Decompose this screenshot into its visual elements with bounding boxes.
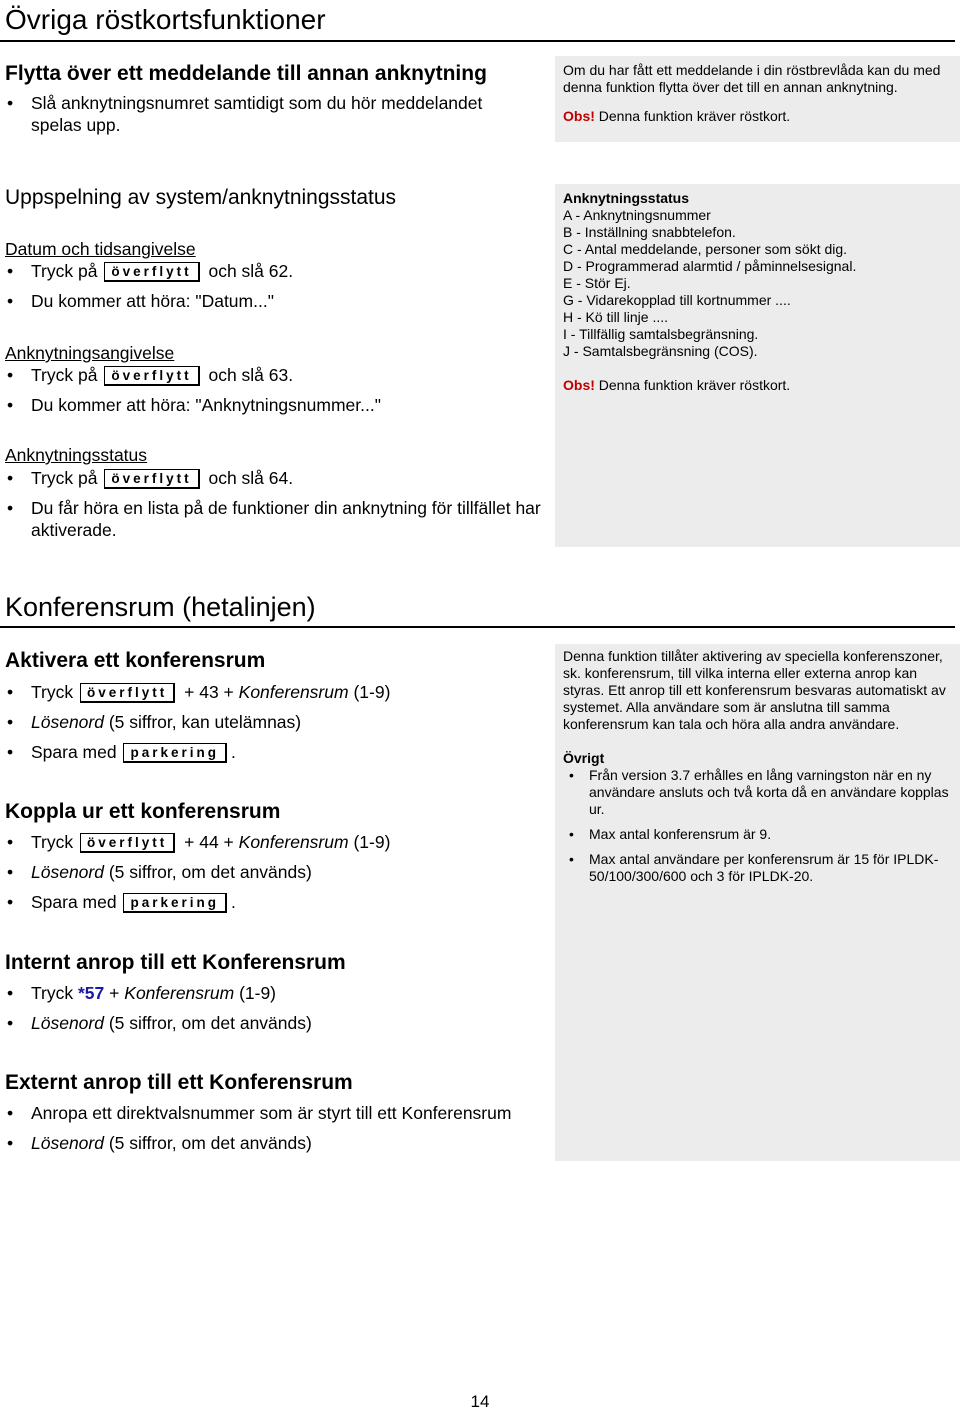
obs-text: Denna funktion kräver röstkort. (594, 108, 791, 124)
overflytt-key: överflytt (104, 262, 199, 282)
side-line: H - Kö till linje .... (563, 309, 669, 325)
obs-text: Denna funktion kräver röstkort. (594, 377, 791, 393)
ovrigt-list (563, 767, 952, 885)
list-item: • Max antal konferensrum är 9. (563, 826, 952, 843)
ovrigt-heading: Övrigt (563, 750, 605, 766)
list-item: • Max antal användare per konferensrum är 15 för IPLDK-50/100/300/600 och 3 för IPLDK-20. (563, 851, 952, 885)
side-line: G - Vidarekopplad till kortnummer .... (563, 292, 791, 308)
obs-label: Obs! (563, 377, 595, 393)
side-line: D - Programmerad alarmtid / påminnelsesignal. (563, 258, 857, 274)
flytta-side-box (555, 56, 960, 142)
list-item: • Lösenord (5 siffror, kan utelämnas) (5, 711, 545, 733)
list-item: • Du kommer att höra: "Datum..." (5, 290, 535, 312)
status-side-box (555, 184, 960, 547)
konferens-rule (0, 626, 955, 628)
list-item: • Anropa ett direktvalsnummer som är styrt till ett Konferensrum (5, 1102, 553, 1124)
code-57: *57 (78, 983, 105, 1003)
uppspelning-title: Uppspelning av system/anknytningsstatus (5, 186, 397, 209)
datum-list (5, 260, 535, 312)
list-item: • Du kommer att höra: "Anknytningsnummer..." (5, 394, 535, 416)
obs-label: Obs! (563, 108, 595, 124)
list-item: • Tryck *57 + Konferensrum (1-9) (5, 982, 545, 1004)
aktivera-list (5, 681, 545, 763)
side-line: E - Stör Ej. (563, 275, 631, 291)
status-subtitle: Anknytningsstatus (5, 445, 148, 465)
side-line: A - Anknytningsnummer (563, 207, 711, 223)
list-item: • Lösenord (5 siffror, om det används) (5, 1132, 553, 1154)
list-item: • Tryck på överflytt och slå 63. (5, 364, 535, 386)
page-title: Övriga röstkortsfunktioner (5, 4, 326, 35)
datum-subtitle: Datum och tidsangivelse (5, 239, 196, 259)
aktivera-title: Aktivera ett konferensrum (5, 649, 266, 672)
internt-list (5, 982, 545, 1034)
list-item: • Tryck på överflytt och slå 64. (5, 467, 550, 489)
konferens-side-box (555, 644, 960, 1161)
side-heading: Anknytningsstatus (563, 190, 690, 206)
ankn-list (5, 364, 535, 416)
list-item: • Tryck överflytt + 44 + Konferensrum (1-9) (5, 831, 545, 853)
flytta-title: Flytta över ett meddelande till annan anknytning (5, 62, 487, 85)
title-rule (0, 40, 955, 42)
parkering-key: parkering (123, 893, 227, 913)
ankn-subtitle: Anknytningsangivelse (5, 343, 175, 363)
list-item: • Spara med parkering . (5, 741, 545, 763)
konferens-title: Konferensrum (hetalinjen) (5, 592, 316, 622)
overflytt-key: överflytt (80, 683, 175, 703)
status-list (5, 467, 550, 541)
list-item: • Lösenord (5 siffror, om det används) (5, 1012, 545, 1034)
list-item: • Slå anknytningsnumret samtidigt som du hör meddelandet spelas upp. (5, 92, 535, 136)
externt-title: Externt anrop till ett Konferensrum (5, 1071, 353, 1094)
externt-list (5, 1102, 553, 1154)
overflytt-key: överflytt (104, 366, 199, 386)
list-item: • Lösenord (5 siffror, om det används) (5, 861, 545, 883)
side-intro: Denna funktion tillåter aktivering av speciella konferenszoner, sk. konferensrum, till vilka interna eller externa anrop kan styras. Ett anrop till ett konferensrum besvaras automatiskt av systemet. Alla användare som är anslutna till samma konferensrum kan tala och höra alla andra användare. (563, 648, 946, 732)
page-number: 14 (470, 1392, 490, 1411)
internt-title: Internt anrop till ett Konferensrum (5, 951, 346, 974)
list-item: • Tryck på överflytt och slå 62. (5, 260, 535, 282)
side-line: C - Antal meddelande, personer som sökt dig. (563, 241, 848, 257)
side-line: J - Samtalsbegränsning (COS). (563, 343, 758, 359)
overflytt-key: överflytt (80, 833, 175, 853)
koppla-title: Koppla ur ett konferensrum (5, 800, 281, 823)
side-line: I - Tillfällig samtalsbegränsning. (563, 326, 759, 342)
list-item: • Från version 3.7 erhålles en lång varningston när en ny användare ansluts och två korta då en användare kopplas ur. (563, 767, 952, 818)
flytta-list (5, 92, 535, 136)
parkering-key: parkering (123, 743, 227, 763)
side-text: Om du har fått ett meddelande i din röstbrevlåda kan du med denna funktion flytta över det till en annan anknytning. (563, 62, 941, 95)
list-item: • Spara med parkering . (5, 891, 545, 913)
list-item: • Du får höra en lista på de funktioner din anknytning för tillfället har aktiverade. (5, 497, 550, 541)
overflytt-key: överflytt (104, 469, 199, 489)
side-line: B - Inställning snabbtelefon. (563, 224, 736, 240)
list-item: • Tryck överflytt + 43 + Konferensrum (1-9) (5, 681, 545, 703)
koppla-list (5, 831, 545, 913)
